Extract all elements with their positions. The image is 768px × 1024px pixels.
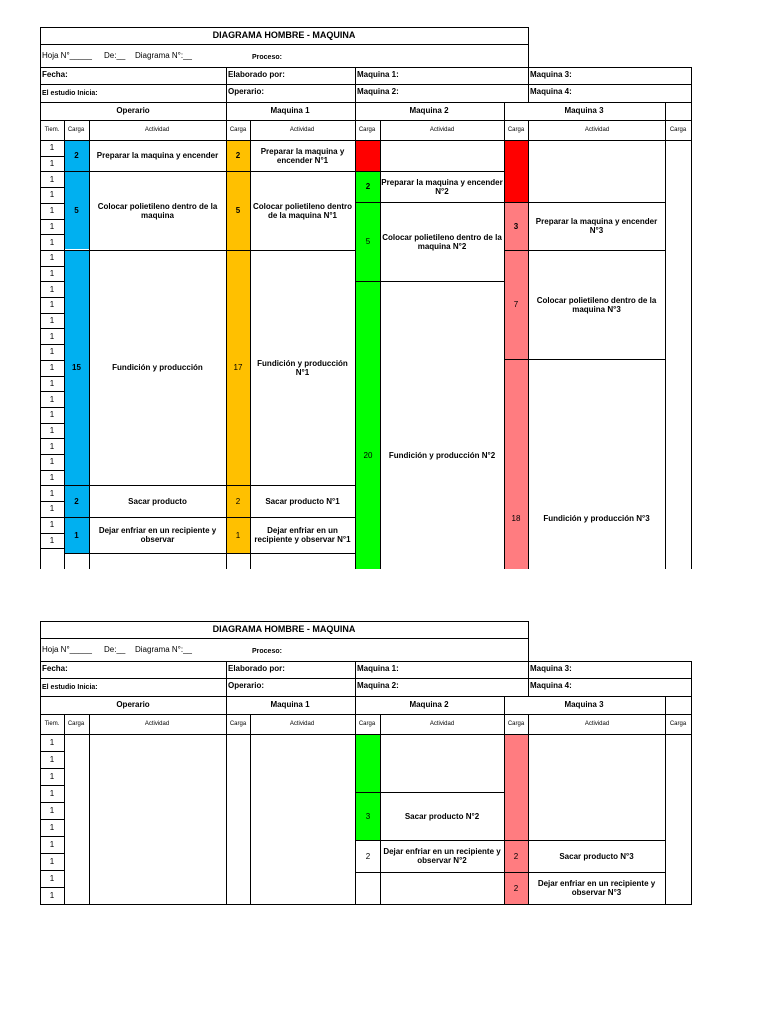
col-tiem: Tiem.	[44, 721, 60, 727]
col-actividad: Actividad	[144, 721, 170, 727]
fecha-field: Fecha:	[42, 70, 68, 79]
col-carga: Carga	[669, 721, 687, 727]
col-actividad: Actividad	[144, 127, 170, 133]
diagram-title: DIAGRAMA HOMBRE - MAQUINA	[212, 624, 356, 634]
time-cell: 1	[49, 857, 55, 866]
col-actividad: Actividad	[429, 721, 455, 727]
col-carga: Carga	[67, 127, 85, 133]
col-carga: Carga	[358, 721, 376, 727]
diagrama-field: Diagrama N°:__	[135, 645, 192, 654]
time-cell: 1	[49, 363, 55, 373]
col-maquina3: Maquina 3	[564, 700, 604, 709]
maquina1-actividad: Sacar producto N°1	[265, 496, 340, 506]
time-cell: 1	[49, 143, 55, 153]
maquina3-field: Maquina 3:	[530, 70, 572, 79]
maquina2-carga: 3	[365, 811, 371, 821]
time-cell: 1	[49, 347, 55, 357]
estudio-field: El estudio Inicia:	[42, 90, 98, 97]
time-cell: 1	[49, 159, 55, 169]
maquina1-actividad: Preparar la maquina y encender N°1	[260, 146, 345, 165]
time-cell: 1	[49, 253, 55, 263]
diagrama-field: Diagrama N°:__	[135, 51, 192, 60]
col-operario: Operario	[116, 106, 150, 115]
maquina3-carga: 2	[513, 851, 519, 861]
col-carga: Carga	[507, 127, 525, 133]
time-cell: 1	[49, 300, 55, 310]
elaborado-field: Elaborado por:	[228, 70, 285, 79]
col-actividad: Actividad	[584, 127, 610, 133]
maquina1-carga: 2	[235, 151, 241, 160]
time-cell: 1	[49, 738, 55, 747]
maquina3-actividad: Sacar producto N°3	[559, 851, 634, 861]
col-carga: Carga	[229, 127, 247, 133]
time-cell: 1	[49, 457, 55, 467]
time-cell: 1	[49, 316, 55, 326]
col-carga: Carga	[507, 721, 525, 727]
maquina2-red-block	[356, 140, 380, 171]
time-cell: 1	[49, 441, 55, 451]
time-cell: 1	[49, 221, 55, 231]
time-cell: 1	[49, 268, 55, 278]
de-field: De:__	[104, 51, 126, 60]
maquina2-field: Maquina 2:	[357, 681, 399, 690]
maquina1-field: Maquina 1:	[357, 70, 399, 79]
operario-field: Operario:	[228, 87, 265, 96]
time-cell: 1	[49, 488, 55, 498]
sheet-2	[0, 594, 768, 914]
estudio-field: El estudio Inicia:	[42, 684, 98, 691]
hoja-field: Hoja N°_____	[42, 51, 92, 60]
col-maquina3: Maquina 3	[564, 106, 604, 115]
time-cell: 1	[49, 535, 55, 545]
maquina3-actividad: Dejar enfriar en un recipiente y observar N°3	[537, 879, 656, 897]
time-cell: 1	[49, 473, 55, 483]
col-operario: Operario	[116, 700, 150, 709]
col-carga: Carga	[67, 721, 85, 727]
time-cell: 1	[49, 190, 55, 200]
time-cell: 1	[49, 394, 55, 404]
col-carga: Carga	[229, 721, 247, 727]
fecha-field: Fecha:	[42, 664, 68, 673]
time-cell: 1	[49, 755, 55, 764]
maquina1-carga: 5	[235, 206, 241, 215]
maquina1-actividad: Colocar polietileno dentro de la maquina N°1	[252, 201, 353, 220]
col-actividad: Actividad	[429, 127, 455, 133]
operario-actividad: Dejar enfriar en un recipiente y observar	[98, 526, 217, 544]
maquina2-actividad: Sacar producto N°2	[404, 811, 480, 821]
col-maquina1: Maquina 1	[270, 106, 310, 115]
operario-carga: 2	[74, 496, 79, 506]
proceso-field: Proceso:	[252, 54, 282, 61]
maquina1-actividad: Fundición y producción N°1	[257, 358, 348, 377]
time-cell: 1	[49, 840, 55, 849]
maquina3-carga: 3	[513, 221, 519, 231]
maquina2-actividad: Dejar enfriar en un recipiente y observar N°2	[383, 847, 501, 865]
maquina2-field: Maquina 2:	[357, 87, 399, 96]
operario-carga: 15	[72, 363, 81, 372]
maquina2-carga: 20	[363, 450, 373, 460]
diagram-title: DIAGRAMA HOMBRE - MAQUINA	[212, 30, 356, 40]
de-field: De:__	[104, 645, 126, 654]
maquina1-field: Maquina 1:	[357, 664, 399, 673]
operario-actividad: Colocar polietileno dentro de la maquina	[97, 201, 218, 220]
maquina2-carga: 2	[365, 851, 371, 861]
time-cell: 1	[49, 504, 55, 514]
col-actividad: Actividad	[289, 127, 315, 133]
maquina3-actividad: Preparar la maquina y encender N°3	[535, 217, 658, 235]
maquina3-red-block	[504, 140, 528, 202]
time-cell: 1	[49, 410, 55, 420]
col-tiem: Tiem.	[44, 127, 60, 133]
col-actividad: Actividad	[584, 721, 610, 727]
col-maquina1: Maquina 1	[270, 700, 310, 709]
time-cell: 1	[49, 425, 55, 435]
operario-actividad: Preparar la maquina y encender	[96, 151, 219, 160]
col-actividad: Actividad	[289, 721, 315, 727]
time-cell: 1	[49, 806, 55, 815]
time-cell: 1	[49, 789, 55, 798]
hoja-field: Hoja N°_____	[42, 645, 92, 654]
operario-field: Operario:	[228, 681, 265, 690]
elaborado-field: Elaborado por:	[228, 664, 285, 673]
maquina4-field: Maquina 4:	[530, 681, 572, 690]
col-maquina2: Maquina 2	[409, 106, 449, 115]
time-cell: 1	[49, 823, 55, 832]
maquina2-carga: 2	[365, 182, 371, 191]
operario-actividad: Fundición y producción	[112, 363, 203, 372]
time-cell: 1	[49, 520, 55, 530]
maquina1-carga: 2	[235, 496, 241, 506]
maquina1-actividad: Dejar enfriar en un recipiente y observar N°1	[254, 526, 351, 544]
proceso-field: Proceso:	[252, 648, 282, 655]
operario-carga: 5	[74, 206, 79, 215]
operario-actividad: Sacar producto	[128, 496, 187, 506]
maquina3-carga: 2	[513, 883, 519, 893]
time-cell: 1	[49, 378, 55, 388]
maquina3-carga: 18	[511, 513, 521, 523]
col-carga: Carga	[669, 127, 687, 133]
maquina3-actividad: Fundición y producción N°3	[543, 513, 650, 523]
maquina2-actividad: Colocar polietileno dentro de la maquina N°2	[382, 232, 502, 251]
maquina3-actividad: Colocar polietileno dentro de la maquina N°3	[536, 295, 657, 314]
time-cell: 1	[49, 331, 55, 341]
maquina2-carga: 5	[365, 237, 371, 246]
time-cell: 1	[49, 174, 55, 184]
maquina3-field: Maquina 3:	[530, 664, 572, 673]
col-maquina2: Maquina 2	[409, 700, 449, 709]
maquina4-field: Maquina 4:	[530, 87, 572, 96]
maquina3-carga: 7	[513, 300, 519, 309]
time-cell: 1	[49, 237, 55, 247]
col-carga: Carga	[358, 127, 376, 133]
time-cell: 1	[49, 772, 55, 781]
time-cell: 1	[49, 891, 55, 900]
maquina1-carga: 1	[235, 530, 241, 540]
time-cell: 1	[49, 206, 55, 216]
operario-carga: 1	[74, 530, 79, 540]
time-cell: 1	[49, 284, 55, 294]
maquina2-actividad: Fundición y producción N°2	[388, 450, 496, 460]
maquina2-actividad: Preparar la maquina y encender N°2	[381, 177, 503, 196]
time-cell: 1	[49, 874, 55, 883]
operario-carga: 2	[74, 151, 79, 160]
maquina1-carga: 17	[233, 363, 243, 372]
